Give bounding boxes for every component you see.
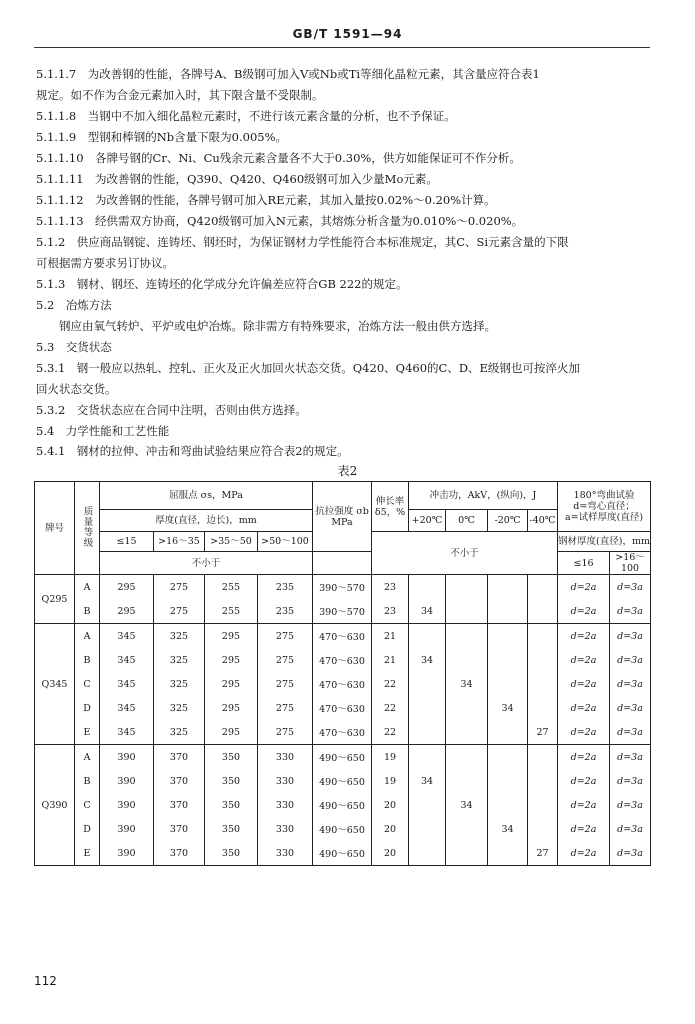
value-cell-b1: d=2a [558,648,610,672]
value-cell-i1 [409,817,446,841]
value-cell-t1: 345 [100,624,154,649]
header-quality-grade [75,482,100,575]
grade-cell: Q345 [35,624,75,745]
value-cell-t1: 345 [100,648,154,672]
value-cell-ts: 470～630 [313,648,372,672]
value-cell-t2: 325 [154,672,205,696]
value-cell-i3 [488,575,528,600]
grade-cell: Q390 [35,745,75,866]
value-cell-i2 [446,745,488,770]
value-cell-i3 [488,720,528,745]
header-bend-thickness: 钢材厚度(直径)，mm [558,532,651,552]
value-cell-t1: 390 [100,745,154,770]
header-bend-test [558,482,651,532]
value-cell-t2: 325 [154,648,205,672]
value-cell-i2 [446,769,488,793]
paragraph-line: 回火状态交货。 [36,382,117,396]
value-cell-i4 [528,817,558,841]
value-cell-i1 [409,793,446,817]
value-cell-t3: 295 [205,720,258,745]
value-cell-t3: 350 [205,793,258,817]
value-cell-el: 20 [372,793,409,817]
quality-cell: E [75,720,100,745]
value-cell-i2 [446,575,488,600]
grade-cell: Q295 [35,575,75,624]
header-thickness-range: >50～100 [258,532,313,552]
table-row [35,624,651,649]
value-cell-t4: 330 [258,769,313,793]
value-cell-i1: 34 [409,648,446,672]
value-cell-i1 [409,672,446,696]
value-cell-i4 [528,793,558,817]
value-cell-t2: 275 [154,599,205,624]
value-cell-t4: 275 [258,624,313,649]
value-cell-el: 22 [372,720,409,745]
value-cell-i4 [528,599,558,624]
value-cell-t1: 390 [100,841,154,866]
value-cell-t4: 330 [258,745,313,770]
value-cell-el: 19 [372,769,409,793]
paragraph-line: 5.1.1.10 各牌号钢的Cr、Ni、Cu残余元素含量各不大于0.30%，供方如能保证可不作分析。 [36,151,521,165]
value-cell-i3 [488,841,528,866]
value-cell-ts: 470～630 [313,624,372,649]
table-row [35,817,651,841]
value-cell-b2: d=3a [610,720,651,745]
header-elongation: 伸长率 δ5，% [372,482,409,532]
value-cell-i2: 34 [446,672,488,696]
value-cell-ts: 390～570 [313,599,372,624]
value-cell-b1: d=2a [558,672,610,696]
value-cell-i2 [446,817,488,841]
paragraph-line: 5.1.1.7 为改善钢的性能，各牌号A、B级钢可加入V或Nb或Ti等细化晶粒元素，其含量应符合表1 [36,67,540,81]
header-thickness: 厚度(直径，边长)，mm [100,510,313,532]
quality-cell: C [75,793,100,817]
value-cell-i4: 27 [528,720,558,745]
table-row [35,745,651,770]
value-cell-t1: 390 [100,817,154,841]
value-cell-t2: 275 [154,575,205,600]
value-cell-b2: d=3a [610,648,651,672]
table-row [35,793,651,817]
value-cell-t2: 325 [154,624,205,649]
value-cell-b2: d=3a [610,841,651,866]
value-cell-i1 [409,720,446,745]
value-cell-i4 [528,769,558,793]
value-cell-t2: 370 [154,745,205,770]
header-bend-range: ≤16 [558,552,610,575]
value-cell-el: 22 [372,696,409,720]
value-cell-el: 21 [372,624,409,649]
header-bend-range: >16～100 [610,552,651,575]
value-cell-i4 [528,575,558,600]
value-cell-el: 21 [372,648,409,672]
value-cell-i2 [446,841,488,866]
paragraph-line: 5.1.1.9 型钢和棒钢的Nb含量下限为0.005%。 [36,130,288,144]
value-cell-ts: 470～630 [313,672,372,696]
value-cell-i2: 34 [446,793,488,817]
value-cell-t3: 350 [205,841,258,866]
value-cell-ts: 490～650 [313,793,372,817]
quality-cell: A [75,575,100,600]
value-cell-i3 [488,745,528,770]
header-tensile-unit [313,552,372,575]
quality-cell: D [75,817,100,841]
value-cell-t4: 275 [258,696,313,720]
paragraph-line: 5.1.3 钢材、钢坯、连铸坯的化学成分允许偏差应符合GB 222的规定。 [36,277,408,291]
quality-cell: B [75,648,100,672]
value-cell-i3: 34 [488,817,528,841]
value-cell-i3 [488,599,528,624]
value-cell-i3 [488,624,528,649]
value-cell-ts: 390～570 [313,575,372,600]
value-cell-b2: d=3a [610,575,651,600]
paragraph-line: 5.1.2 供应商品钢锭、连铸坯、钢坯时，为保证钢材力学性能符合本标准规定，其C、Si元素含量的下限 [36,235,569,249]
quality-cell: B [75,769,100,793]
value-cell-t4: 330 [258,817,313,841]
bend-test-d-note: d=弯心直径； [573,501,635,512]
header-impact-temp: -40℃ [528,510,558,532]
value-cell-t3: 255 [205,599,258,624]
table-caption: 表2 [337,464,358,478]
value-cell-ts: 490～650 [313,817,372,841]
paragraph-line: 5.1.1.12 为改善钢的性能，各牌号钢可加入RE元素，其加入量按0.02%～0.20%计算。 [36,193,496,207]
value-cell-ts: 470～630 [313,696,372,720]
value-cell-el: 23 [372,575,409,600]
value-cell-i1: 34 [409,769,446,793]
value-cell-b2: d=3a [610,769,651,793]
value-cell-t2: 370 [154,793,205,817]
paragraph-line: 5.4.1 钢材的拉伸、冲击和弯曲试验结果应符合表2的规定。 [36,444,349,458]
header-impact-energy: 冲击功，AkV，(纵向)，J [409,482,558,510]
quality-cell: D [75,696,100,720]
value-cell-b2: d=3a [610,793,651,817]
document-header: GB/T 1591—94 [292,27,403,41]
value-cell-b2: d=3a [610,672,651,696]
table-row [35,696,651,720]
value-cell-t3: 295 [205,696,258,720]
quality-cell: B [75,599,100,624]
table-row [35,841,651,866]
value-cell-t2: 325 [154,696,205,720]
value-cell-i2 [446,720,488,745]
value-cell-i4 [528,696,558,720]
bend-test-a-note: a=试样厚度(直径) [565,512,644,523]
value-cell-t3: 295 [205,648,258,672]
value-cell-b1: d=2a [558,575,610,600]
value-cell-b1: d=2a [558,817,610,841]
value-cell-t1: 345 [100,696,154,720]
value-cell-b2: d=3a [610,599,651,624]
header-impact-temp: -20℃ [488,510,528,532]
paragraph-line: 规定。如不作为合金元素加入时，其下限含量不受限制。 [36,88,324,102]
value-cell-i1 [409,624,446,649]
value-cell-t3: 295 [205,672,258,696]
value-cell-i3 [488,793,528,817]
paragraph-line: 5.3.2 交货状态应在合同中注明，否则由供方选择。 [36,403,307,417]
value-cell-b1: d=2a [558,624,610,649]
value-cell-t4: 235 [258,575,313,600]
value-cell-el: 20 [372,841,409,866]
value-cell-t4: 275 [258,672,313,696]
value-cell-el: 19 [372,745,409,770]
value-cell-b1: d=2a [558,769,610,793]
value-cell-el: 23 [372,599,409,624]
value-cell-i1 [409,841,446,866]
value-cell-i1 [409,696,446,720]
value-cell-ts: 490～650 [313,769,372,793]
paragraph-line: 钢应由氧气转炉、平炉或电炉冶炼。除非需方有特殊要求，冶炼方法一般由供方选择。 [36,319,496,333]
quality-cell: A [75,745,100,770]
value-cell-t4: 330 [258,793,313,817]
value-cell-t4: 235 [258,599,313,624]
value-cell-b2: d=3a [610,624,651,649]
value-cell-i3 [488,672,528,696]
value-cell-b1: d=2a [558,720,610,745]
value-cell-b1: d=2a [558,745,610,770]
value-cell-t1: 390 [100,769,154,793]
value-cell-t3: 350 [205,817,258,841]
value-cell-b1: d=2a [558,696,610,720]
value-cell-t2: 370 [154,769,205,793]
value-cell-i2 [446,696,488,720]
value-cell-b2: d=3a [610,817,651,841]
value-cell-t3: 350 [205,745,258,770]
table-row [35,599,651,624]
paragraph-line: 可根据需方要求另订协议。 [36,256,174,270]
value-cell-t1: 345 [100,720,154,745]
value-cell-t4: 275 [258,648,313,672]
table-row [35,648,651,672]
value-cell-i2 [446,599,488,624]
header-thickness-range: ≤15 [100,532,154,552]
header-thickness-range: >16～35 [154,532,205,552]
value-cell-t3: 350 [205,769,258,793]
value-cell-t4: 275 [258,720,313,745]
value-cell-i4 [528,624,558,649]
table-row [35,672,651,696]
mechanical-properties-table [34,481,651,866]
table-row [35,769,651,793]
header-grade: 牌号 [35,482,75,575]
section-heading: 5.4 力学性能和工艺性能 [36,424,170,438]
value-cell-t1: 345 [100,672,154,696]
paragraph-line: 5.1.1.13 经供需双方协商，Q420级钢可加入N元素，其熔炼分析含量为0.010%～0.020%。 [36,214,524,228]
value-cell-ts: 470～630 [313,720,372,745]
value-cell-i2 [446,624,488,649]
table-row [35,575,651,600]
value-cell-i1 [409,575,446,600]
value-cell-t3: 255 [205,575,258,600]
page-number: 112 [34,974,57,988]
quality-cell: C [75,672,100,696]
header-impact-temp: 0℃ [446,510,488,532]
value-cell-b1: d=2a [558,599,610,624]
value-cell-i3 [488,648,528,672]
value-cell-b1: d=2a [558,841,610,866]
value-cell-t2: 370 [154,841,205,866]
quality-cell: E [75,841,100,866]
value-cell-t1: 295 [100,575,154,600]
value-cell-i1: 34 [409,599,446,624]
value-cell-i1 [409,745,446,770]
value-cell-i3: 34 [488,696,528,720]
bend-test-title: 180°弯曲试验 [573,490,635,501]
header-not-less-than: 不小于 [100,552,313,575]
value-cell-i3 [488,769,528,793]
header-yield-point: 屈服点 σs，MPa [100,482,313,510]
header-not-less-than: 不小于 [372,532,558,575]
header-thickness-range: >35～50 [205,532,258,552]
value-cell-ts: 490～650 [313,745,372,770]
section-heading: 5.3 交货状态 [36,340,112,354]
header-tensile-strength: 抗拉强度 σb MPa [313,482,372,552]
value-cell-i2 [446,648,488,672]
header-rule [34,47,650,48]
paragraph-line: 5.3.1 钢一般应以热轧、控轧、正火及正火加回火状态交货。Q420、Q460的C、D、E级钢也可按淬火加 [36,361,580,375]
paragraph-line: 5.1.1.8 当钢中不加入细化晶粒元素时，不进行该元素含量的分析，也不予保证。 [36,109,456,123]
value-cell-t1: 390 [100,793,154,817]
value-cell-b1: d=2a [558,793,610,817]
value-cell-t3: 295 [205,624,258,649]
value-cell-i4 [528,745,558,770]
value-cell-el: 20 [372,817,409,841]
table-row [35,720,651,745]
paragraph-line: 5.1.1.11 为改善钢的性能，Q390、Q420、Q460级钢可加入少量Mo元素。 [36,172,438,186]
value-cell-b2: d=3a [610,696,651,720]
value-cell-i4: 27 [528,841,558,866]
value-cell-ts: 490～650 [313,841,372,866]
value-cell-t4: 330 [258,841,313,866]
value-cell-b2: d=3a [610,745,651,770]
value-cell-i4 [528,672,558,696]
header-quality-label: 质量等级 [81,505,93,548]
value-cell-el: 22 [372,672,409,696]
quality-cell: A [75,624,100,649]
value-cell-t1: 295 [100,599,154,624]
header-impact-temp: +20℃ [409,510,446,532]
value-cell-i4 [528,648,558,672]
section-heading: 5.2 冶炼方法 [36,298,112,312]
value-cell-t2: 325 [154,720,205,745]
value-cell-t2: 370 [154,817,205,841]
